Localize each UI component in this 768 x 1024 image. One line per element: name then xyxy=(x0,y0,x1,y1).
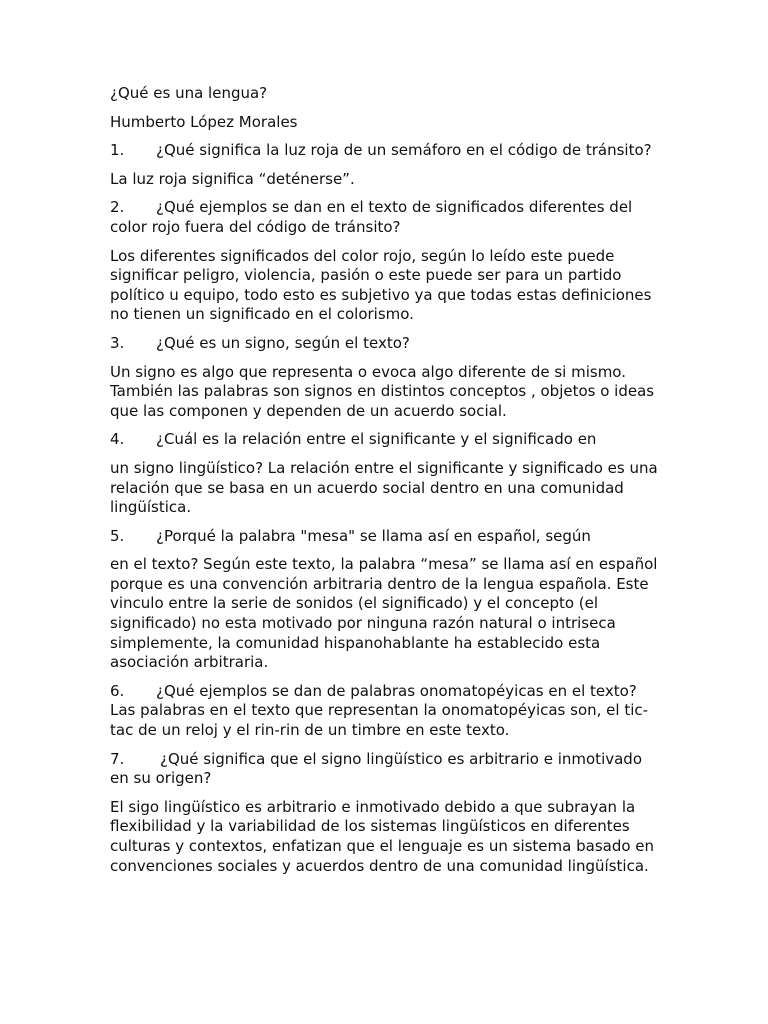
question-3-text: ¿Qué es un signo, según el texto? xyxy=(156,333,410,352)
question-3 xyxy=(110,334,660,354)
answer-2: Los diferentes significados del color rojo, según lo leído este puede significar peligro, violencia, pasión o este puede ser para un partido político u equipo, todo esto es subjetivo ya que todas estas definiciones no tienen un significado en el colorismo. xyxy=(110,246,652,324)
question-1 xyxy=(110,141,660,161)
question-4-number: 4. xyxy=(110,430,125,449)
question-5-text: ¿Porqué la palabra "mesa" se llama así en español, según xyxy=(156,526,591,545)
answer-7: El sigo lingüístico es arbitrario e inmotivado debido a que subrayan la flexibilidad y la variabilidad de los sistemas lingüísticos en diferentes culturas y contextos, enfatizan que el lenguaje es un sistema basado en convenciones sociales y acuerdos dentro de una comunidad lingüística. xyxy=(110,797,655,875)
document-body xyxy=(110,84,660,885)
answer-4: un signo lingüístico? La relación entre el significante y significado es una relación que se basa en un acuerdo social dentro en una comunidad lingüística. xyxy=(110,458,658,517)
answer-1: La luz roja significa “deténerse”. xyxy=(110,169,355,188)
question-7 xyxy=(110,750,660,789)
question-2-text: ¿Qué ejemplos se dan en el texto de significados diferentes del color rojo fuera del código de tránsito? xyxy=(110,198,633,236)
question-3-number: 3. xyxy=(110,333,125,352)
answer-3: Un signo es algo que representa o evoca algo diferente de si mismo. También las palabras son signos en distintos conceptos , objetos o ideas que las componen y dependen de un acuerdo social. xyxy=(110,362,655,420)
question-7-text: ¿Qué significa que el signo lingüístico es arbitrario e inmotivado en su origen? xyxy=(110,749,642,788)
question-6-number: 6. xyxy=(110,681,125,700)
question-6 xyxy=(110,682,660,741)
question-2 xyxy=(110,198,660,237)
question-5 xyxy=(110,527,660,547)
document-title: ¿Qué es una lengua? xyxy=(110,84,268,102)
question-6-text: ¿Qué ejemplos se dan de palabras onomatopéyicas en el texto? Las palabras en el texto que representan la onomatopéyicas son, el tic-tac de un reloj y el rin-rin de un timbre en este texto. xyxy=(110,681,649,740)
question-7-number: 7. xyxy=(110,749,125,768)
question-1-number: 1. xyxy=(110,141,125,160)
question-5-number: 5. xyxy=(110,526,125,545)
question-1-text: ¿Qué significa la luz roja de un semáforo en el código de tránsito? xyxy=(156,141,652,160)
question-4 xyxy=(110,430,660,450)
question-4-text: ¿Cuál es la relación entre el significante y el significado en xyxy=(156,430,597,449)
document-author: Humberto López Morales xyxy=(110,112,298,131)
question-2-number: 2. xyxy=(110,198,125,217)
answer-5: en el texto? Según este texto, la palabra “mesa” se llama así en español porque es una convención arbitraria dentro de la lengua española. Este vinculo entre la serie de sonidos (el significado) y el concepto (el significado) no esta motivado por ninguna razón natural o intriseca simplemente, la comunidad hispanohablante ha establecido esta asociación arbitraria. xyxy=(110,555,658,672)
